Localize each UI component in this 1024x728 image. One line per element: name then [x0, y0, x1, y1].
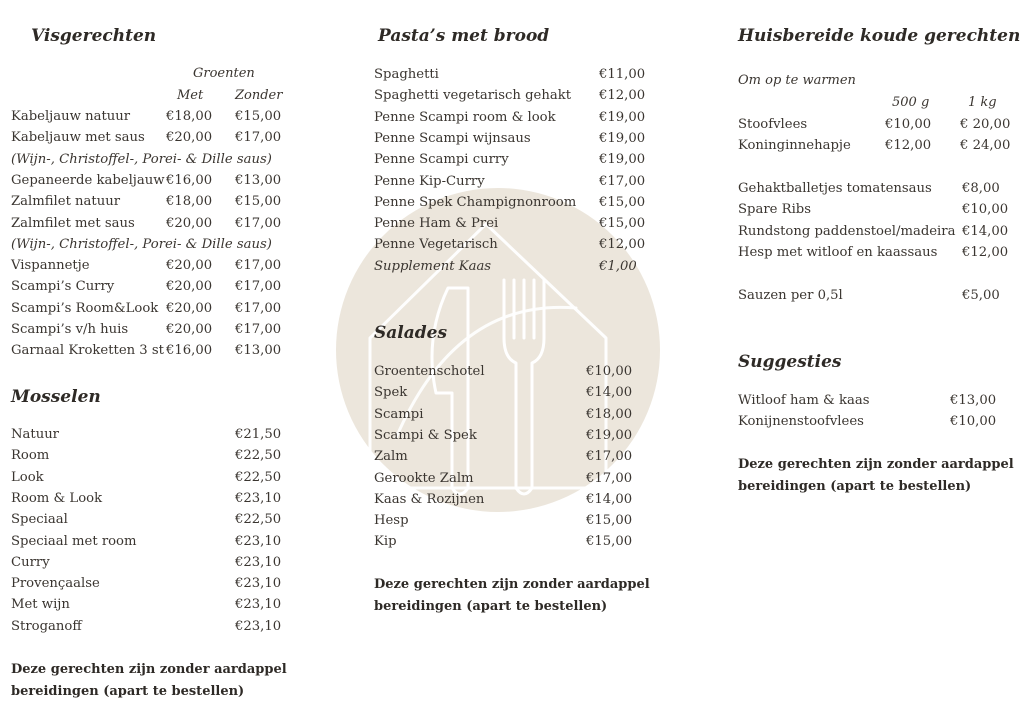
menu-row: [374, 510, 664, 531]
menu-row: [11, 467, 301, 488]
menu-row: [374, 64, 664, 85]
suggesties-note: [738, 454, 1014, 497]
price-zonder: €17,00: [235, 322, 282, 337]
price-zonder: €17,00: [235, 279, 282, 295]
menu-row: [374, 128, 664, 149]
note-line: Deze gerechten zijn zonder aardappel: [374, 577, 650, 592]
dish-price: €17,00: [586, 470, 633, 486]
dish-name: Hesp: [374, 513, 409, 529]
dish-name: Penne Vegetarisch: [374, 237, 498, 253]
price-zonder: €17,00: [235, 215, 282, 231]
price-met: €16,00: [166, 343, 213, 359]
visgerechten-title: Visgerechten: [31, 26, 157, 46]
dish-name: Gerookte Zalm: [374, 470, 474, 486]
dish-price: €15,00: [586, 534, 633, 550]
menu-row: [374, 404, 664, 425]
menu-row: [11, 573, 301, 594]
huisbereide-title: Huisbereide koude gerechten: [738, 26, 1021, 46]
dish-name: Penne Kip-Curry: [374, 173, 485, 189]
menu-row: [11, 531, 301, 552]
price-zonder: €17,00: [235, 300, 282, 316]
menu-row: [374, 489, 664, 510]
salades-title: Salades: [374, 323, 448, 343]
dish-price: €23,10: [235, 490, 282, 506]
dish-name: Curry: [11, 554, 50, 570]
500g-label: 500 g: [892, 95, 930, 110]
menu-row: [11, 276, 301, 297]
dish-name: Kabeljauw met saus: [11, 130, 145, 146]
dish-name: Penne Scampi room & look: [374, 109, 556, 125]
menu-row: [11, 488, 301, 509]
sauzen-row: [738, 285, 1000, 306]
dish-name: Met wijn: [11, 597, 70, 613]
dish-price: €10,00: [586, 364, 633, 379]
menu-row: [374, 446, 664, 467]
dish-price: €14,00: [586, 385, 633, 401]
dish-name: Spare Ribs: [738, 202, 811, 218]
salades-note: [374, 574, 650, 617]
menu-row: [11, 298, 301, 319]
dish-name: Scampi’s Curry: [11, 279, 115, 295]
menu-row: [374, 425, 664, 446]
price-met: €20,00: [166, 258, 213, 274]
dish-name: Groentenschotel: [374, 364, 485, 379]
dish-price: €23,10: [235, 554, 282, 570]
price-1kg: € 24,00: [960, 138, 1011, 154]
dish-name: Penne Scampi curry: [374, 152, 509, 168]
menu-row: [738, 242, 1018, 263]
dish-price: €23,10: [235, 576, 282, 592]
dish-name: Scampi’s v/h huis: [11, 322, 129, 337]
dish-price: €14,00: [586, 491, 633, 507]
dish-price: €19,00: [599, 152, 646, 168]
menu-row: [11, 127, 301, 148]
dish-name: Supplement Kaas: [374, 258, 492, 274]
menu-row: [738, 390, 1018, 411]
menu-row: [11, 424, 301, 445]
dish-price: €13,00: [950, 393, 997, 408]
menu-row: [11, 340, 301, 361]
note-line: bereidingen (apart te bestellen): [11, 683, 245, 699]
dish-name: Speciaal met room: [11, 533, 137, 549]
dish-name: Kip: [374, 534, 397, 550]
groenten-label: Groenten: [193, 66, 255, 81]
dish-name: Stroganoff: [11, 618, 82, 634]
menu-row: [374, 213, 664, 234]
price-met: €20,00: [166, 300, 213, 316]
dish-price: €18,00: [586, 406, 633, 422]
dish-price: €19,00: [586, 427, 633, 443]
price-zonder: €13,00: [235, 172, 282, 188]
dish-name: Gehaktballetjes tomatensaus: [738, 181, 932, 196]
note-line: bereidingen (apart te bestellen): [738, 478, 972, 494]
price-1kg: € 20,00: [960, 117, 1011, 132]
dish-name: (Wijn-, Christoffel-, Porei- & Dille saus): [11, 236, 272, 252]
menu-row: [374, 192, 664, 213]
price-met: €20,00: [166, 215, 213, 231]
price-met: €20,00: [166, 130, 213, 146]
dish-name: Zalmfilet met saus: [11, 215, 135, 231]
menu-row: [374, 361, 664, 382]
note-line: Deze gerechten zijn zonder aardappel: [11, 662, 287, 677]
menu-row: [11, 170, 301, 191]
dish-price: €22,50: [235, 448, 282, 464]
menu-row: [374, 234, 664, 255]
menu-row: [374, 382, 664, 403]
menu-row: [738, 178, 1018, 199]
price-500g: €12,00: [885, 138, 932, 154]
menu-row: [738, 411, 1018, 432]
dish-name: Provençaalse: [11, 576, 100, 592]
dish-price: €12,00: [962, 244, 1009, 260]
menu-row: [11, 445, 301, 466]
price-met: €18,00: [166, 194, 213, 210]
price-zonder: €13,00: [235, 343, 282, 359]
menu-row: [11, 552, 301, 573]
price-met: €20,00: [166, 279, 213, 295]
zonder-label: Zonder: [235, 88, 283, 103]
dish-price: €8,00: [962, 181, 1000, 196]
dish-price: €12,00: [599, 237, 646, 253]
dish-name: Kabeljauw natuur: [11, 109, 131, 124]
dish-price: €5,00: [962, 288, 1000, 303]
dish-name: Sauzen per 0,5l: [738, 288, 843, 303]
dish-name: Speciaal: [11, 512, 68, 528]
menu-row: [11, 594, 301, 615]
dish-price: €1,00: [599, 258, 637, 274]
dish-price: €15,00: [599, 194, 646, 210]
menu-row: [11, 213, 301, 234]
dish-name: Scampi’s Room&Look: [11, 300, 159, 316]
price-zonder: €17,00: [235, 130, 282, 146]
mosselen-note: [11, 659, 287, 702]
menu-row: [11, 234, 301, 255]
price-zonder: €17,00: [235, 258, 282, 274]
menu-row: [11, 149, 301, 170]
note-line: Deze gerechten zijn zonder aardappel: [738, 457, 1014, 472]
dish-name: Spaghetti vegetarisch gehakt: [374, 88, 572, 104]
dish-price: €21,50: [235, 427, 282, 442]
dish-name: Spek: [374, 385, 408, 401]
dish-name: Scampi & Spek: [374, 427, 477, 443]
dish-price: €17,00: [586, 449, 633, 465]
dish-name: Natuur: [11, 427, 59, 442]
dish-price: €15,00: [599, 216, 646, 232]
dish-price: €19,00: [599, 109, 646, 125]
menu-row: [11, 616, 301, 637]
dish-name: (Wijn-, Christoffel-, Porei- & Dille saus): [11, 151, 272, 167]
note-line: bereidingen (apart te bestellen): [374, 598, 608, 614]
menu-row: [374, 531, 664, 552]
price-500g: €10,00: [885, 117, 932, 132]
menu-row: [374, 171, 664, 192]
dish-price: €19,00: [599, 130, 646, 146]
menu-row: [738, 114, 1018, 135]
price-zonder: €15,00: [235, 194, 282, 210]
menu-row: [374, 468, 664, 489]
dish-name: Scampi: [374, 406, 424, 422]
dish-name: Garnaal Kroketten 3 st: [11, 343, 164, 359]
dish-name: Hesp met witloof en kaassaus: [738, 244, 938, 260]
1kg-label: 1 kg: [968, 95, 997, 110]
price-met: €20,00: [166, 322, 213, 337]
om-op-te-warmen-label: Om op te warmen: [738, 73, 856, 88]
dish-name: Konijnenstoofvlees: [738, 414, 864, 430]
dish-name: Look: [11, 469, 44, 485]
dish-name: Penne Scampi wijnsaus: [374, 130, 531, 146]
dish-price: €23,10: [235, 533, 282, 549]
suggesties-title: Suggesties: [738, 352, 842, 372]
dish-name: Rundstong paddenstoel/madeira: [738, 223, 956, 239]
mosselen-title: Mosselen: [11, 387, 101, 407]
dish-price: €15,00: [586, 513, 633, 529]
menu-row: [738, 221, 1018, 242]
menu-row: [11, 191, 301, 212]
menu-row: [738, 135, 1018, 156]
dish-name: Stoofvlees: [738, 117, 808, 132]
dish-name: Witloof ham & kaas: [738, 393, 870, 408]
dish-name: Penne Ham & Prei: [374, 216, 499, 232]
dish-price: €10,00: [950, 414, 997, 430]
menu-row: [11, 106, 301, 127]
dish-name: Zalmfilet natuur: [11, 194, 121, 210]
menu-row: [11, 319, 301, 340]
menu-row: [374, 107, 664, 128]
menu-row: [374, 149, 664, 170]
dish-price: €14,00: [962, 223, 1009, 239]
dish-price: €23,10: [235, 618, 282, 634]
menu-row: [11, 509, 301, 530]
menu-row: [11, 255, 301, 276]
dish-name: Koninginnehapje: [738, 138, 851, 154]
dish-price: €11,00: [599, 67, 646, 82]
dish-price: €22,50: [235, 512, 282, 528]
price-zonder: €15,00: [235, 109, 282, 124]
menu-row: [374, 85, 664, 106]
dish-name: Kaas & Rozijnen: [374, 491, 485, 507]
met-label: Met: [177, 88, 204, 103]
dish-name: Room & Look: [11, 490, 103, 506]
dish-price: €12,00: [599, 88, 646, 104]
price-met: €16,00: [166, 172, 213, 188]
dish-name: Gepaneerde kabeljauw: [11, 172, 165, 188]
dish-name: Zalm: [374, 449, 408, 465]
dish-name: Vispannetje: [11, 258, 90, 274]
menu-row: [374, 256, 664, 277]
dish-price: €23,10: [235, 597, 282, 613]
dish-name: Room: [11, 448, 50, 464]
dish-price: €22,50: [235, 469, 282, 485]
pasta-title: Pasta’s met brood: [378, 26, 550, 46]
dish-price: €10,00: [962, 202, 1009, 218]
price-met: €18,00: [166, 109, 213, 124]
dish-price: €17,00: [599, 173, 646, 189]
dish-name: Penne Spek Champignonroom: [374, 194, 577, 210]
dish-name: Spaghetti: [374, 67, 439, 82]
menu-row: [738, 199, 1018, 220]
